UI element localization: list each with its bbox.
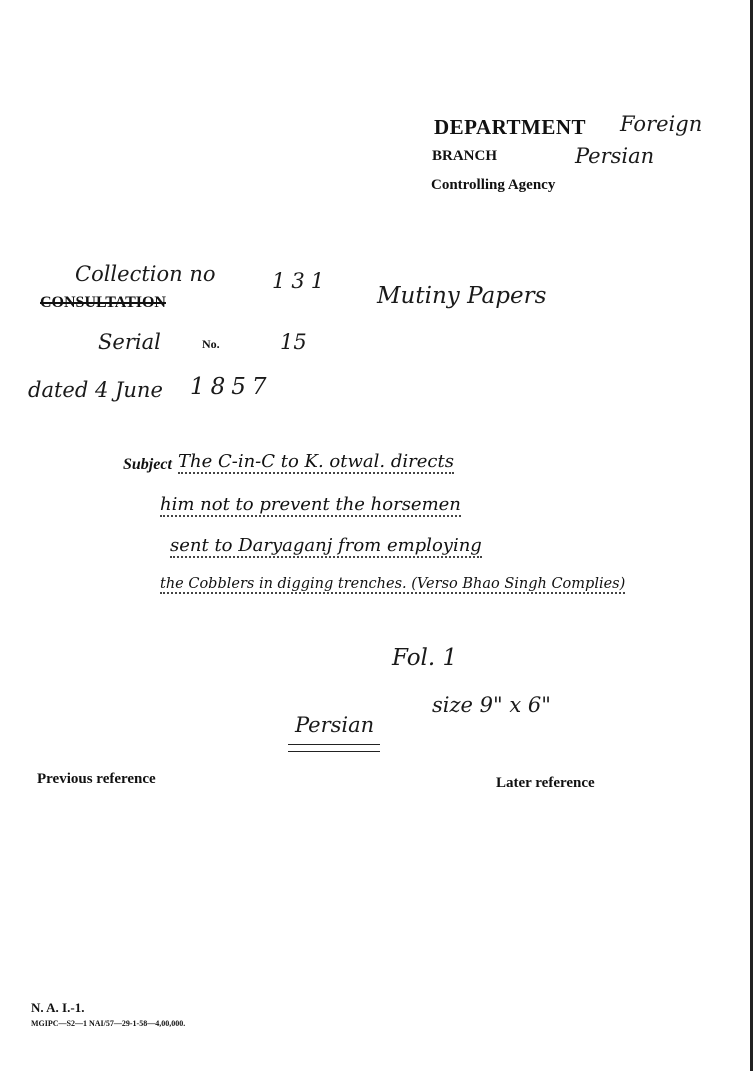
department-value: Foreign [620, 112, 703, 136]
controlling-agency-label: Controlling Agency [431, 177, 556, 193]
previous-reference-label: Previous reference [37, 771, 156, 787]
consultation-label: CONSULTATION [40, 294, 166, 311]
subject-line-3 [170, 535, 482, 558]
department-label: DEPARTMENT [434, 115, 587, 139]
branch-value: Persian [575, 144, 655, 168]
subject-line-4 [160, 576, 625, 594]
branch-label: BRANCH [432, 148, 498, 164]
folio-text: Fol. 1 [392, 645, 458, 671]
language-double-underline [288, 744, 380, 752]
serial-handwritten: Serial [98, 330, 161, 354]
subject-label: Subject [123, 456, 172, 473]
serial-no-label: No. [202, 337, 220, 351]
subject-line-2 [160, 494, 461, 517]
folio-size: size 9" x 6" [432, 693, 551, 717]
collection-title: Mutiny Papers [377, 283, 547, 309]
subject-line-1 [178, 451, 454, 474]
serial-value: 15 [280, 330, 307, 354]
subject-line-4-text: the Cobblers in digging trenches. (Verso Bhao Singh Complies) [160, 576, 626, 592]
dated-text: dated 4 June [28, 378, 163, 402]
form-id: N. A. I.-1. [31, 1000, 85, 1015]
dated-year: 1857 [190, 374, 273, 400]
print-code: MGIPC—S2—1 NAI/57—29-1-58—4,00,000. [31, 1019, 186, 1028]
folio-language: Persian [295, 713, 375, 737]
collection-number: 131 [272, 269, 331, 293]
subject-line-2-text: him not to prevent the horsemen [160, 494, 461, 515]
later-reference-label: Later reference [496, 775, 595, 791]
collection-handwritten: Collection no [75, 262, 216, 286]
subject-line-1-text: The C-in-C to K. otwal. directs [178, 451, 454, 472]
subject-line-3-text: sent to Daryaganj from employing [170, 535, 482, 556]
